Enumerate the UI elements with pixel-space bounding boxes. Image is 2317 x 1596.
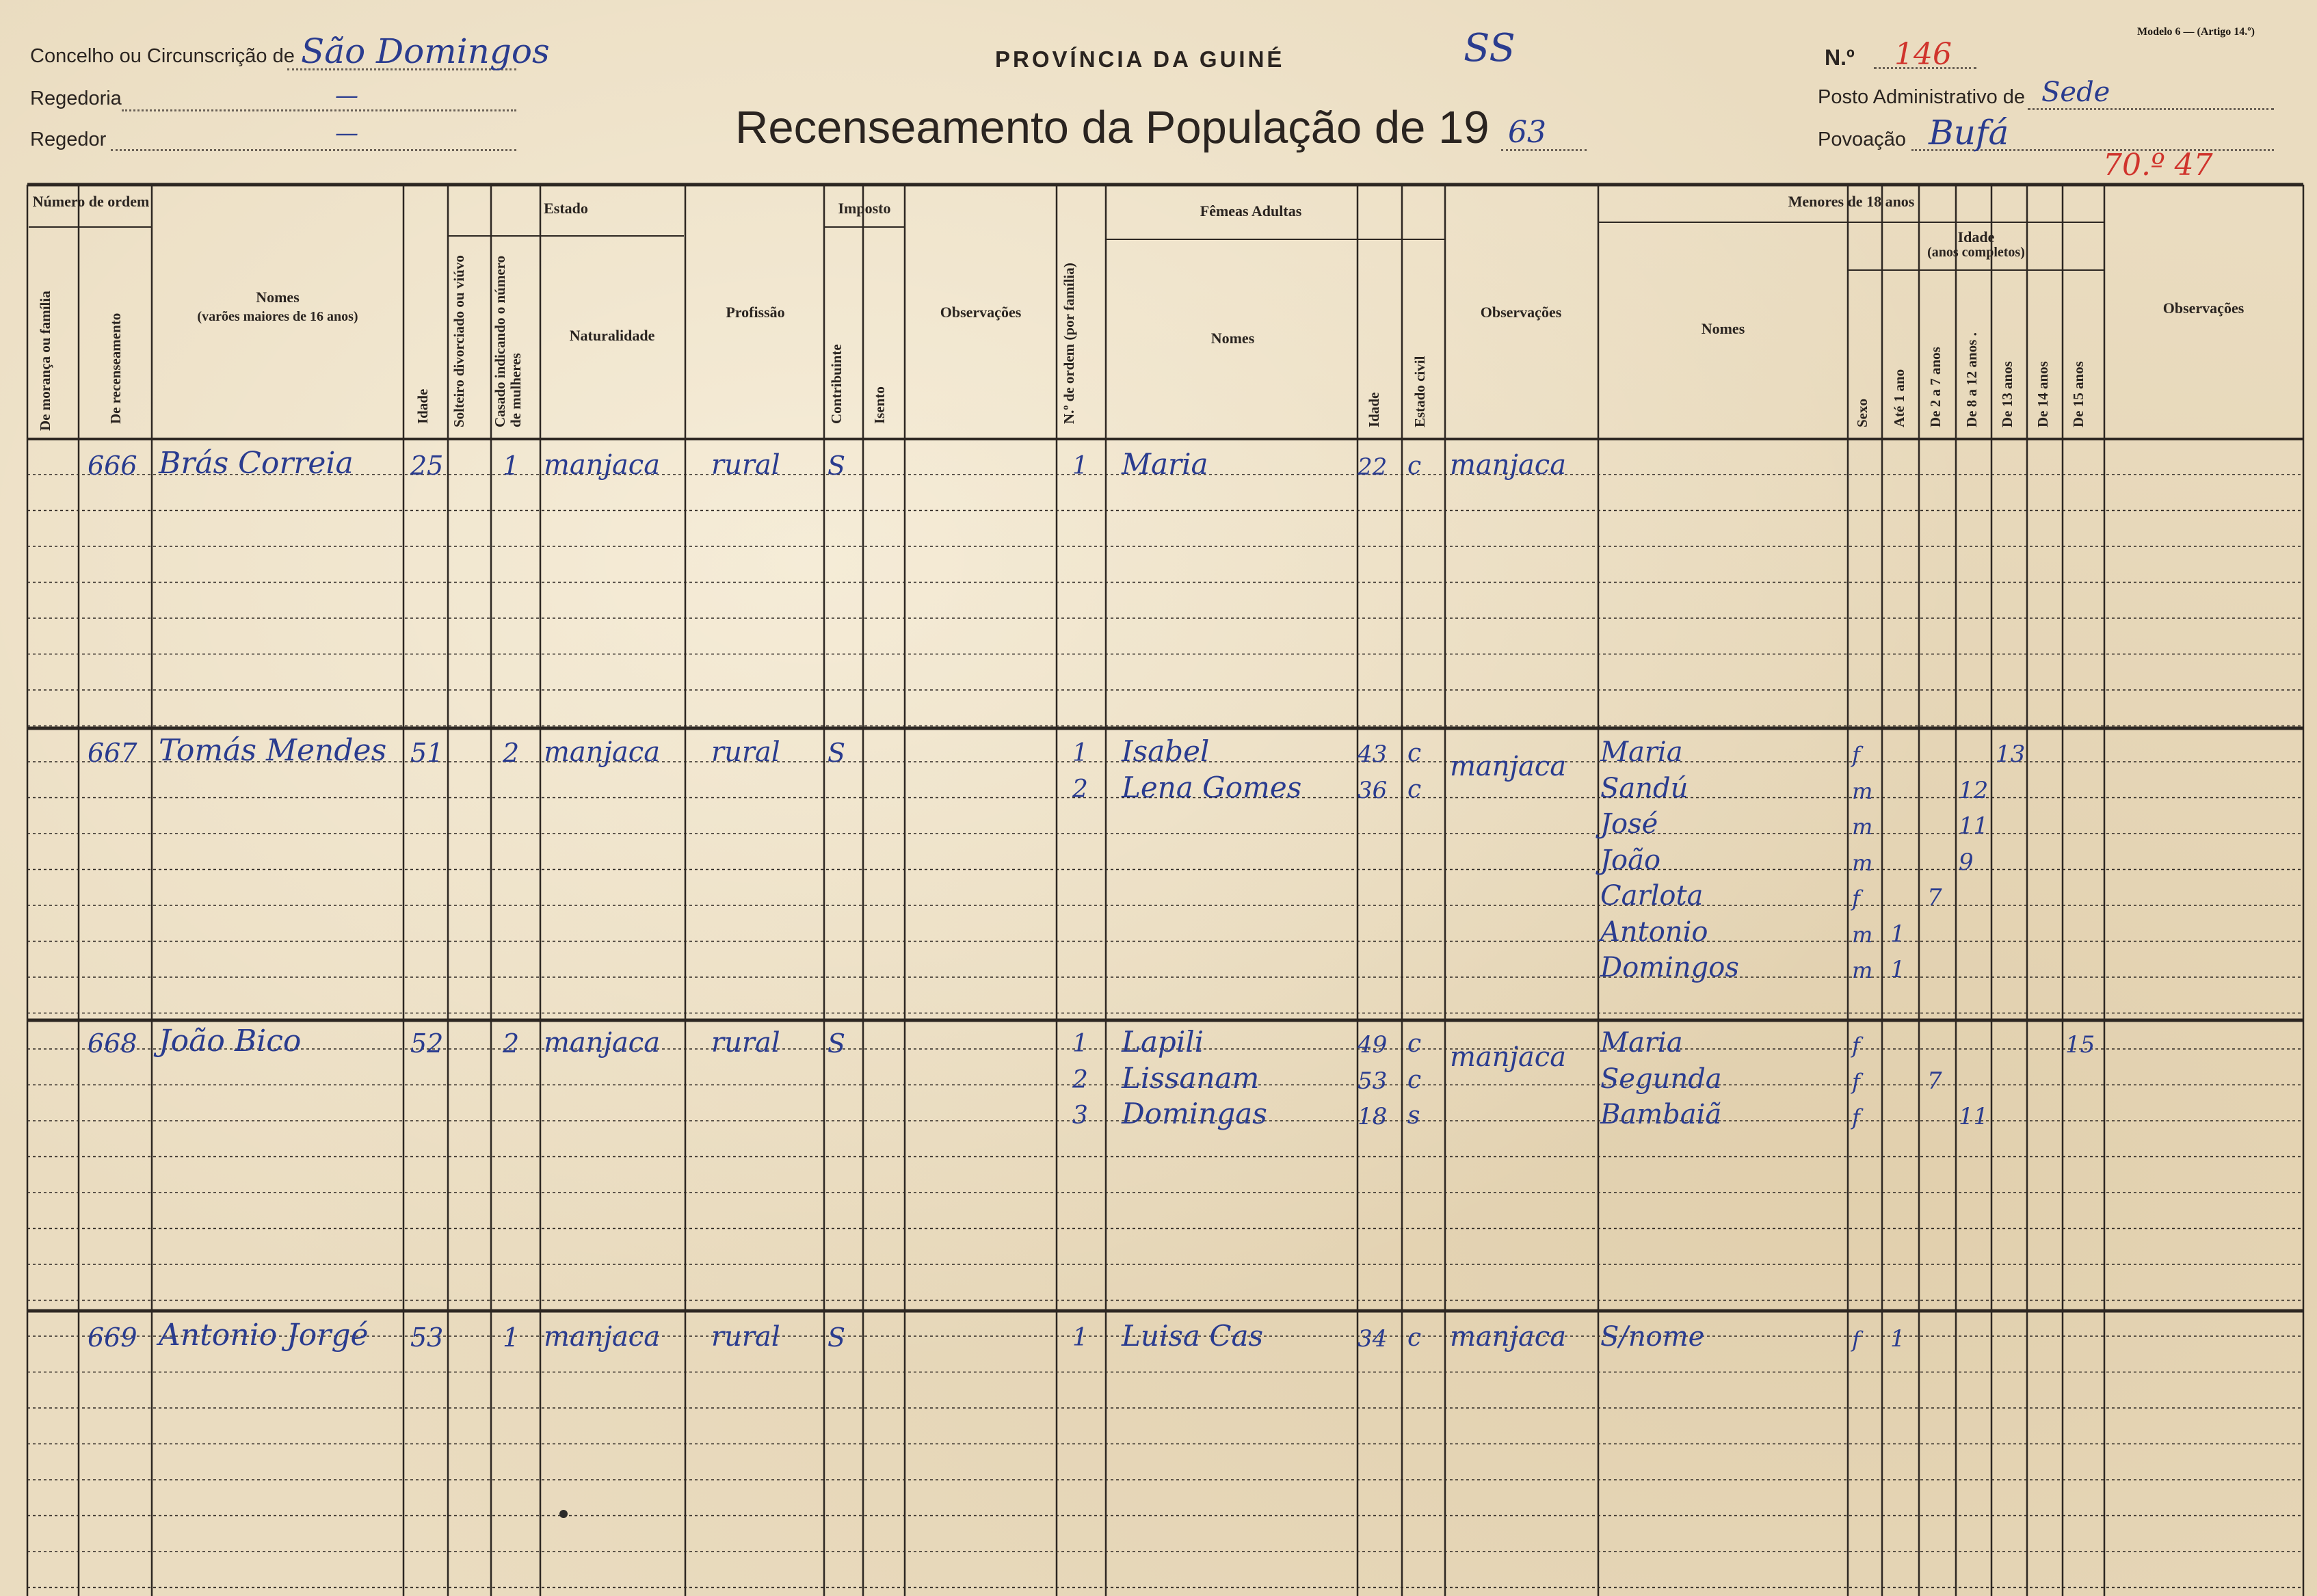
wives-count: 1 [503,451,520,481]
col-idade: Idade [414,388,431,424]
wives-count: 1 [503,1322,520,1353]
col-m-idade-sub: (anos completos) [1927,245,2025,260]
female-observacoes: manjaca [1450,751,1567,782]
minor-name: Bambaiã [1600,1099,1722,1130]
regedor-value: — [335,120,358,147]
minor-age: 15 [2065,1031,2095,1059]
naturalidade-value: manjaca [544,449,661,481]
col-sexo: Sexo [1854,399,1870,427]
head-name: João Bico [159,1024,302,1059]
minor-age: 13 [1996,741,2026,768]
female-age: 53 [1358,1067,1388,1095]
minor-sex: f [1852,742,1860,768]
female-age: 34 [1358,1325,1388,1353]
modelo-label: Modelo 6 — (Artigo 14.º) [2137,26,2255,38]
naturalidade-value: manjaca [544,736,661,768]
female-civil-status: c [1407,1065,1422,1094]
minor-age: 12 [1959,776,1989,804]
minor-sex: m [1852,777,1873,804]
concelho-label: Concelho ou Circunscrição de [30,45,295,67]
recenseamento-number: 666 [88,451,137,481]
recenseamento-number: 667 [88,738,137,768]
minor-sex: m [1852,849,1873,876]
minor-name: João [1600,844,1661,876]
female-civil-status: c [1407,1324,1422,1352]
profissao-value: rural [711,1027,780,1059]
minor-sex: f [1852,1104,1860,1130]
col-contribuinte: Contribuinte [828,344,845,424]
numero-value: 146 [1894,37,1952,72]
col-isento: Isento [871,386,888,424]
female-order: 1 [1072,739,1088,767]
ink-dot [559,1510,568,1518]
minor-name: Maria [1600,736,1683,768]
head-age: 25 [410,451,444,481]
female-order: 2 [1072,775,1088,803]
minor-sex: f [1852,886,1860,912]
female-order: 1 [1072,452,1088,480]
col-estado: Estado [544,200,588,217]
col-menores: Menores de 18 anos [1788,193,1915,210]
col-de15: De 15 anos [2070,361,2087,427]
female-civil-status: c [1407,452,1422,480]
contribuinte-value: S [828,451,846,481]
contribuinte-value: S [828,738,846,768]
minor-name: Maria [1600,1027,1683,1059]
minor-name: José [1600,808,1658,840]
province-title: PROVÍNCIA DA GUINÉ [995,46,1285,72]
col-f-idade: Idade [1366,392,1382,427]
female-age: 18 [1358,1103,1388,1130]
minor-sex: m [1852,814,1873,840]
head-age: 52 [410,1028,444,1059]
col-de13: De 13 anos [1999,361,2015,427]
minor-name: Carlota [1600,880,1704,912]
profissao-value: rural [711,449,780,481]
col-m-nomes: Nomes [1701,320,1745,337]
minor-age: 11 [1959,1103,1989,1130]
female-civil-status: s [1407,1102,1420,1130]
minor-name: Sandú [1600,772,1689,804]
female-observacoes: manjaca [1450,1041,1567,1073]
wives-count: 2 [503,1028,520,1059]
col-casado: Casado indicando o número de mulheres [492,255,525,427]
female-age: 43 [1358,741,1388,768]
col-nomes: Nomes [256,289,300,306]
female-name: Lapili [1122,1025,1204,1059]
col-de8a12: De 8 a 12 anos . [1963,332,1980,427]
profissao-value: rural [711,736,780,768]
minor-age: 1 [1890,920,1905,948]
profissao-value: rural [711,1321,780,1353]
female-name: Lissanam [1122,1061,1260,1095]
posto-value: Sede [2041,77,2110,108]
col-femeas: Fêmeas Adultas [1200,202,1302,220]
female-order: 2 [1072,1065,1088,1094]
census-title: Recenseamento da População de 19 [735,102,1490,153]
col-profissao: Profissão [726,304,785,321]
year-value: 63 [1508,115,1546,150]
minor-sex: f [1852,1327,1860,1353]
col-nomes-sub: (varões maiores de 16 anos) [197,309,358,324]
female-order: 1 [1072,1030,1088,1058]
regedoria-label: Regedoria [30,88,122,109]
col-observacoes: Observações [940,304,1022,321]
wives-count: 2 [503,738,520,768]
numero-label: N.º [1825,45,1855,70]
minor-age: 7 [1927,1067,1942,1095]
col-de14: De 14 anos [2035,361,2051,427]
female-observacoes: manjaca [1450,1321,1567,1353]
posto-label: Posto Administrativo de [1818,86,2026,108]
col-recenseamento: De recenseamento [107,312,124,424]
recenseamento-number: 669 [88,1322,137,1353]
female-civil-status: c [1407,739,1422,767]
col-imposto: Imposto [838,200,891,217]
female-age: 36 [1358,776,1388,804]
head-age: 53 [410,1322,444,1353]
naturalidade-value: manjaca [544,1027,661,1059]
female-name: Maria [1122,447,1208,481]
naturalidade-value: manjaca [544,1321,661,1353]
povoacao-label: Povoação [1818,129,1906,150]
female-name: Lena Gomes [1122,770,1302,804]
contribuinte-value: S [828,1322,846,1353]
female-age: 22 [1358,453,1388,481]
col-f-observacoes: Observações [1480,304,1562,321]
minor-age: 1 [1890,956,1905,983]
col-m-idade: Idade [1957,228,1995,245]
female-name: Luisa Cas [1122,1319,1264,1353]
minor-age: 1 [1890,1325,1905,1353]
minor-age: 9 [1959,848,1974,876]
female-order: 1 [1072,1324,1088,1352]
female-observacoes: manjaca [1450,449,1567,481]
minor-age: 7 [1927,884,1942,912]
col-ate1: Até 1 ano [1891,369,1907,427]
female-age: 49 [1358,1031,1388,1059]
red-note: 70.º 47 [2103,148,2213,183]
minor-name: Domingos [1600,952,1739,983]
female-order: 3 [1072,1102,1088,1130]
female-civil-status: c [1407,775,1422,803]
female-name: Domingas [1122,1097,1267,1130]
minor-sex: f [1852,1068,1860,1095]
minor-sex: f [1852,1033,1860,1059]
povoacao-value: Bufá [1929,113,2009,152]
minor-sex: m [1852,921,1873,948]
minor-age: 11 [1959,812,1989,840]
regedor-label: Regedor [30,129,107,150]
contribuinte-value: S [828,1028,846,1059]
col-estado-civil: Estado civil [1412,356,1428,427]
head-age: 51 [410,738,444,768]
col-solteiro: Solteiro divorciado ou viúvo [451,255,467,427]
minor-name: Antonio [1600,916,1708,948]
col-n-ordem-familia: N.º de ordem (por família) [1061,263,1077,424]
minor-sex: m [1852,957,1873,983]
head-name: Antonio Jorgé [159,1318,369,1353]
col-numero-ordem: Número de ordem [32,193,150,210]
col-m-observacoes: Observações [2162,300,2245,317]
col-naturalidade: Naturalidade [569,327,655,344]
initials: SS [1464,26,1515,70]
recenseamento-number: 668 [88,1028,137,1059]
regedoria-value: — [335,82,358,109]
head-name: Tomás Mendes [159,733,387,768]
col-f-nomes: Nomes [1210,330,1255,347]
female-name: Isabel [1122,734,1210,768]
head-name: Brás Correia [159,446,354,481]
minor-name: Segunda [1600,1063,1722,1095]
col-de2a7: De 2 a 7 anos [1927,347,1944,427]
female-civil-status: c [1407,1030,1422,1058]
col-moranca: De morança ou família [37,291,53,431]
minor-name: S/nome [1600,1321,1705,1353]
concelho-value: São Domingos [301,31,550,71]
